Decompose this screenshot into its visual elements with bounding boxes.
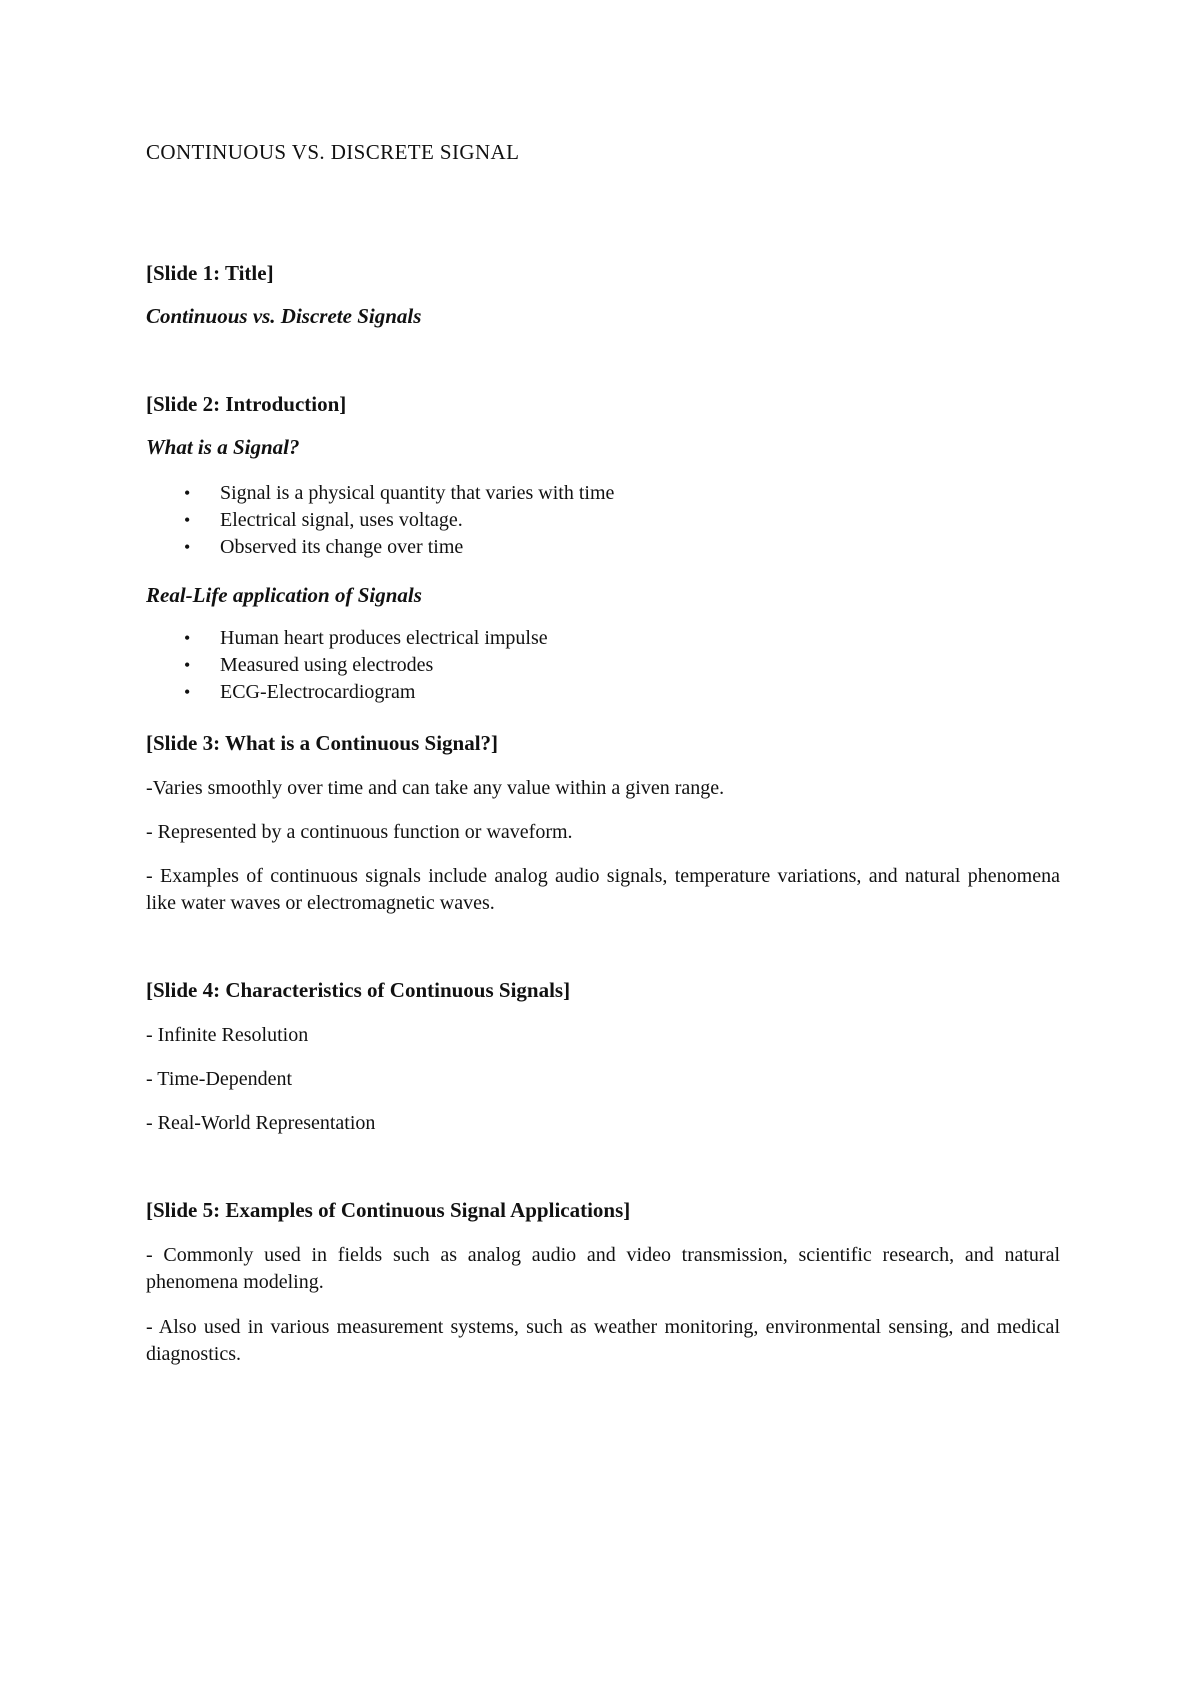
slide-3-paragraph: -Varies smoothly over time and can take any value within a given range.: [146, 777, 725, 799]
list-item-text: Measured using electrodes: [220, 654, 434, 676]
slide-5-heading: [Slide 5: Examples of Continuous Signal Applications]: [146, 1198, 631, 1222]
slide-4-heading: [Slide 4: Characteristics of Continuous Signals]: [146, 978, 571, 1002]
bullet-icon: •: [184, 628, 191, 648]
slide-4-paragraph: - Infinite Resolution: [146, 1024, 309, 1046]
list-item: [146, 534, 1060, 561]
slide-2-heading: [Slide 2: Introduction]: [146, 392, 347, 416]
bullet-icon: •: [184, 537, 191, 557]
slide-5-paragraph: - Also used in various measurement systems, such as weather monitoring, environmental sensing, and medical diagnostics.: [146, 1316, 1060, 1365]
slide-2-subtitle-signal: What is a Signal?: [146, 435, 300, 459]
slide-1-heading: [Slide 1: Title]: [146, 261, 274, 285]
list-item-text: Observed its change over time: [220, 536, 464, 558]
slide-2-subtitle-applications: Real-Life application of Signals: [146, 583, 422, 607]
bullet-icon: •: [184, 483, 191, 503]
list-item: [146, 507, 1060, 534]
bullet-icon: •: [184, 682, 191, 702]
slide-4-paragraph: - Real-World Representation: [146, 1112, 376, 1134]
signal-bullet-list: [146, 480, 1060, 561]
slide-4-paragraph: - Time-Dependent: [146, 1068, 293, 1090]
list-item-text: Human heart produces electrical impulse: [220, 627, 548, 649]
list-item: [146, 480, 1060, 507]
list-item: [146, 679, 1060, 706]
document-title: CONTINUOUS VS. DISCRETE SIGNAL: [146, 140, 520, 164]
slide-1-subtitle: Continuous vs. Discrete Signals: [146, 304, 422, 328]
list-item: [146, 625, 1060, 652]
list-item: [146, 652, 1060, 679]
bullet-icon: •: [184, 655, 191, 675]
slide-5-paragraph: - Commonly used in fields such as analog audio and video transmission, scientific research, and natural phenomena modeling.: [146, 1244, 1060, 1293]
list-item-text: Electrical signal, uses voltage.: [220, 509, 463, 531]
slide-3-paragraph: - Represented by a continuous function or waveform.: [146, 821, 573, 843]
bullet-icon: •: [184, 510, 191, 530]
slide-3-paragraph: - Examples of continuous signals include analog audio signals, temperature variations, and natural phenomena like water waves or electromagnetic waves.: [146, 865, 1060, 914]
list-item-text: Signal is a physical quantity that varies with time: [220, 482, 615, 504]
applications-bullet-list: [146, 625, 1060, 706]
list-item-text: ECG-Electrocardiogram: [220, 681, 416, 703]
slide-3-heading: [Slide 3: What is a Continuous Signal?]: [146, 731, 499, 755]
